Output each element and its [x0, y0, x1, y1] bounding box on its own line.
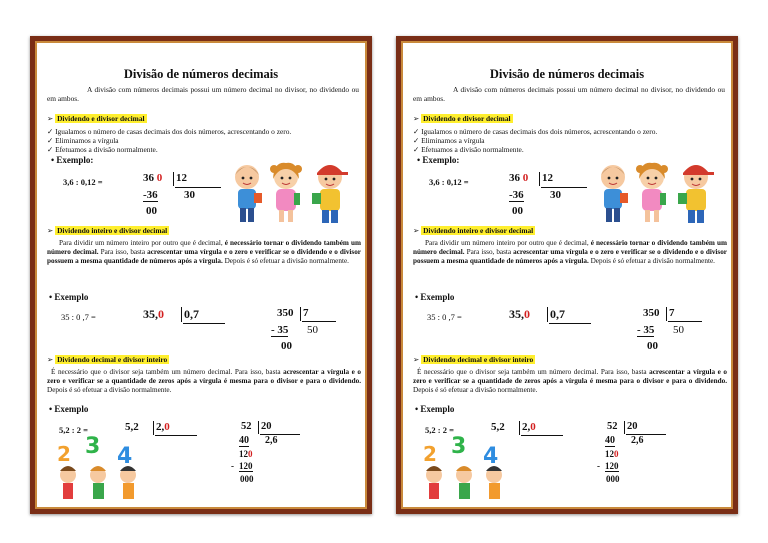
- converted-divisor: 2,0: [519, 421, 536, 435]
- section-heading-integer-decimal: ➢ Dividendo inteiro e divisor decimal: [413, 226, 534, 235]
- added-zero: 0: [248, 449, 253, 459]
- division-divisor: 7: [300, 307, 309, 321]
- division-dividend: 52: [607, 421, 618, 432]
- arrow-bullet-icon: ➢: [413, 226, 420, 235]
- check-bullet-item: ✓ Eliminamos a vírgula: [47, 136, 119, 145]
- division-dividend: 36 0: [143, 172, 163, 184]
- section-paragraph: É necessário que o divisor seja também um número decimal. Para isso, basta acrescentar a vírgula e o zero e verificar se a quantidade de zeros após a vírgula é mesma para o divisor e para o dividendo. Depois é só efetuar a divisão normalmente.: [413, 368, 727, 394]
- intro-paragraph: A divisão com números decimais possui um número decimal no divisor, no dividendo ou em ambos.: [413, 85, 725, 103]
- section-heading-integer-decimal: ➢ Dividendo inteiro e divisor decimal: [47, 226, 168, 235]
- added-zero: 0: [522, 172, 529, 184]
- decor-number-four: 4: [117, 444, 133, 469]
- worksheet-page-right: [396, 36, 738, 514]
- check-bullet-item: ✓ Eliminamos a vírgula: [413, 136, 485, 145]
- check-bullet-item: ✓ Efetuamos a divisão normalmente.: [47, 145, 158, 154]
- children-illustration: [594, 153, 722, 229]
- divisor-rule: [183, 323, 225, 324]
- dot-bullet-icon: •: [417, 155, 421, 165]
- example-label: • Exemplo:: [417, 155, 460, 165]
- check-bullet-item: ✓ Efetuamos a divisão normalmente.: [413, 145, 524, 154]
- partial-remainder: 120: [605, 449, 619, 459]
- checkmark-icon: ✓: [413, 127, 420, 136]
- divisor-rule: [521, 435, 563, 436]
- division-divisor: 20: [624, 421, 638, 434]
- subtraction-value: 40: [239, 435, 249, 446]
- converted-dividend: 35,0: [509, 307, 530, 321]
- checkmark-icon: ✓: [413, 136, 420, 145]
- converted-dividend: 35,0: [143, 307, 164, 321]
- quotient: 30: [184, 189, 195, 201]
- section-heading-decimal-integer: ➢ Dividendo decimal e divisor inteiro: [413, 355, 534, 364]
- decor-number-two: 2: [423, 442, 437, 466]
- converted-dividend: 5,2: [491, 421, 505, 433]
- subtraction-value: - 35: [637, 324, 655, 336]
- added-zero: 0: [524, 307, 530, 321]
- converted-divisor: 2,0: [153, 421, 170, 435]
- section-heading-decimal-integer: ➢ Dividendo decimal e divisor inteiro: [47, 355, 168, 364]
- subtraction-value: -36: [509, 189, 524, 201]
- quotient: 30: [550, 189, 561, 201]
- decor-number-four: 4: [483, 444, 499, 469]
- remainder: 00: [512, 205, 523, 217]
- division-divisor: 12: [173, 172, 187, 186]
- arrow-bullet-icon: ➢: [47, 355, 54, 364]
- divisor-rule: [668, 321, 702, 322]
- division-dividend: 36 0: [509, 172, 529, 184]
- example-label: • Exemplo: [415, 404, 455, 414]
- division-divisor: 12: [539, 172, 553, 186]
- section-heading-decimal-decimal: ➢ Dividendo e divisor decimal: [413, 114, 511, 123]
- division-divisor: 20: [258, 421, 272, 434]
- added-zero: 0: [614, 449, 619, 459]
- subtraction-value: 120: [239, 461, 253, 471]
- division-dividend: 350: [277, 307, 294, 319]
- quotient: 2,6: [631, 435, 644, 446]
- decor-number-three: 3: [451, 434, 467, 459]
- remainder: 00: [647, 340, 658, 352]
- checkmark-icon: ✓: [47, 127, 54, 136]
- remainder: 00: [146, 205, 157, 217]
- arrow-bullet-icon: ➢: [47, 114, 54, 123]
- dot-bullet-icon: •: [49, 404, 53, 414]
- added-zero: 0: [530, 421, 536, 433]
- example-equation: 5,2 : 2 =: [425, 425, 454, 435]
- decor-number-three: 3: [85, 434, 101, 459]
- quotient: 2,6: [265, 435, 278, 446]
- checkmark-icon: ✓: [47, 145, 54, 154]
- dot-bullet-icon: •: [49, 292, 53, 302]
- section-paragraph: Para dividir um número inteiro por outro que é decimal, é necessário tornar o dividendo também um número decimal. Para isso, basta acrescentar uma vírgula e o zero e verificar se o dividendo e o divisor possuem a mesma quantidade de números após a vírgula. Depois é só efetuar a divisão normalmente.: [47, 239, 362, 265]
- section-heading-decimal-decimal: ➢ Dividendo e divisor decimal: [47, 114, 145, 123]
- dot-bullet-icon: •: [415, 292, 419, 302]
- minus-sign: -: [231, 461, 234, 471]
- remainder: 00: [281, 340, 292, 352]
- divisor-rule: [549, 323, 591, 324]
- converted-divisor: 0,7: [181, 307, 199, 322]
- section-paragraph: Para dividir um número inteiro por outro que é decimal, é necessário tornar o dividendo também um número decimal. Para isso, basta acrescentar uma vírgula e o zero e verificar se o dividendo e o divisor possuem a mesma quantidade de números após a vírgula. Depois é só efetuar a divisão normalmente.: [413, 239, 728, 265]
- division-divisor: 7: [666, 307, 675, 321]
- divisor-rule: [155, 435, 197, 436]
- subtraction-value: 40: [605, 435, 615, 446]
- checkmark-icon: ✓: [413, 145, 420, 154]
- subtraction-value: 120: [605, 461, 619, 471]
- converted-dividend: 5,2: [125, 421, 139, 433]
- divisor-rule: [541, 187, 587, 188]
- remainder: 000: [240, 474, 254, 484]
- example-equation: 5,2 : 2 =: [59, 425, 88, 435]
- check-bullet-item: ✓ Igualamos o número de casas decimais dos dois números, acrescentando o zero.: [47, 127, 292, 136]
- subtraction-value: - 35: [271, 324, 289, 336]
- divisor-rule: [302, 321, 336, 322]
- check-bullet-item: ✓ Igualamos o número de casas decimais dos dois números, acrescentando o zero.: [413, 127, 658, 136]
- checkmark-icon: ✓: [47, 136, 54, 145]
- divisor-rule: [175, 187, 221, 188]
- section-paragraph: É necessário que o divisor seja também um número decimal. Para isso, basta acrescentar a vírgula e o zero e verificar se a quantidade de zeros após a vírgula é mesma para o divisor e para o dividendo. Depois é só efetuar a divisão normalmente.: [47, 368, 361, 394]
- quotient: 50: [307, 324, 318, 336]
- added-zero: 0: [164, 421, 170, 433]
- dot-bullet-icon: •: [415, 404, 419, 414]
- example-label: • Exemplo: [49, 292, 89, 302]
- added-zero: 0: [158, 307, 164, 321]
- subtraction-value: -36: [143, 189, 158, 201]
- remainder: 000: [606, 474, 620, 484]
- page-title: Divisão de números decimais: [489, 67, 645, 81]
- page-title: Divisão de números decimais: [123, 67, 279, 81]
- example-equation: 35 : 0 ,7 =: [427, 312, 462, 322]
- arrow-bullet-icon: ➢: [413, 114, 420, 123]
- example-equation: 3,6 : 0,12 =: [63, 177, 103, 187]
- example-equation: 3,6 : 0,12 =: [429, 177, 469, 187]
- children-illustration: [228, 153, 356, 229]
- dot-bullet-icon: •: [51, 155, 55, 165]
- example-label: • Exemplo: [49, 404, 89, 414]
- example-equation: 35 : 0 ,7 =: [61, 312, 96, 322]
- example-label: • Exemplo:: [51, 155, 94, 165]
- intro-paragraph: A divisão com números decimais possui um número decimal no divisor, no dividendo ou em ambos.: [47, 85, 359, 103]
- decor-number-two: 2: [57, 442, 71, 466]
- division-dividend: 52: [241, 421, 252, 432]
- minus-sign: -: [597, 461, 600, 471]
- added-zero: 0: [156, 172, 163, 184]
- arrow-bullet-icon: ➢: [413, 355, 420, 364]
- quotient: 50: [673, 324, 684, 336]
- example-label: • Exemplo: [415, 292, 455, 302]
- arrow-bullet-icon: ➢: [47, 226, 54, 235]
- division-dividend: 350: [643, 307, 660, 319]
- converted-divisor: 0,7: [547, 307, 565, 322]
- partial-remainder: 120: [239, 449, 253, 459]
- worksheet-page-left: [30, 36, 372, 514]
